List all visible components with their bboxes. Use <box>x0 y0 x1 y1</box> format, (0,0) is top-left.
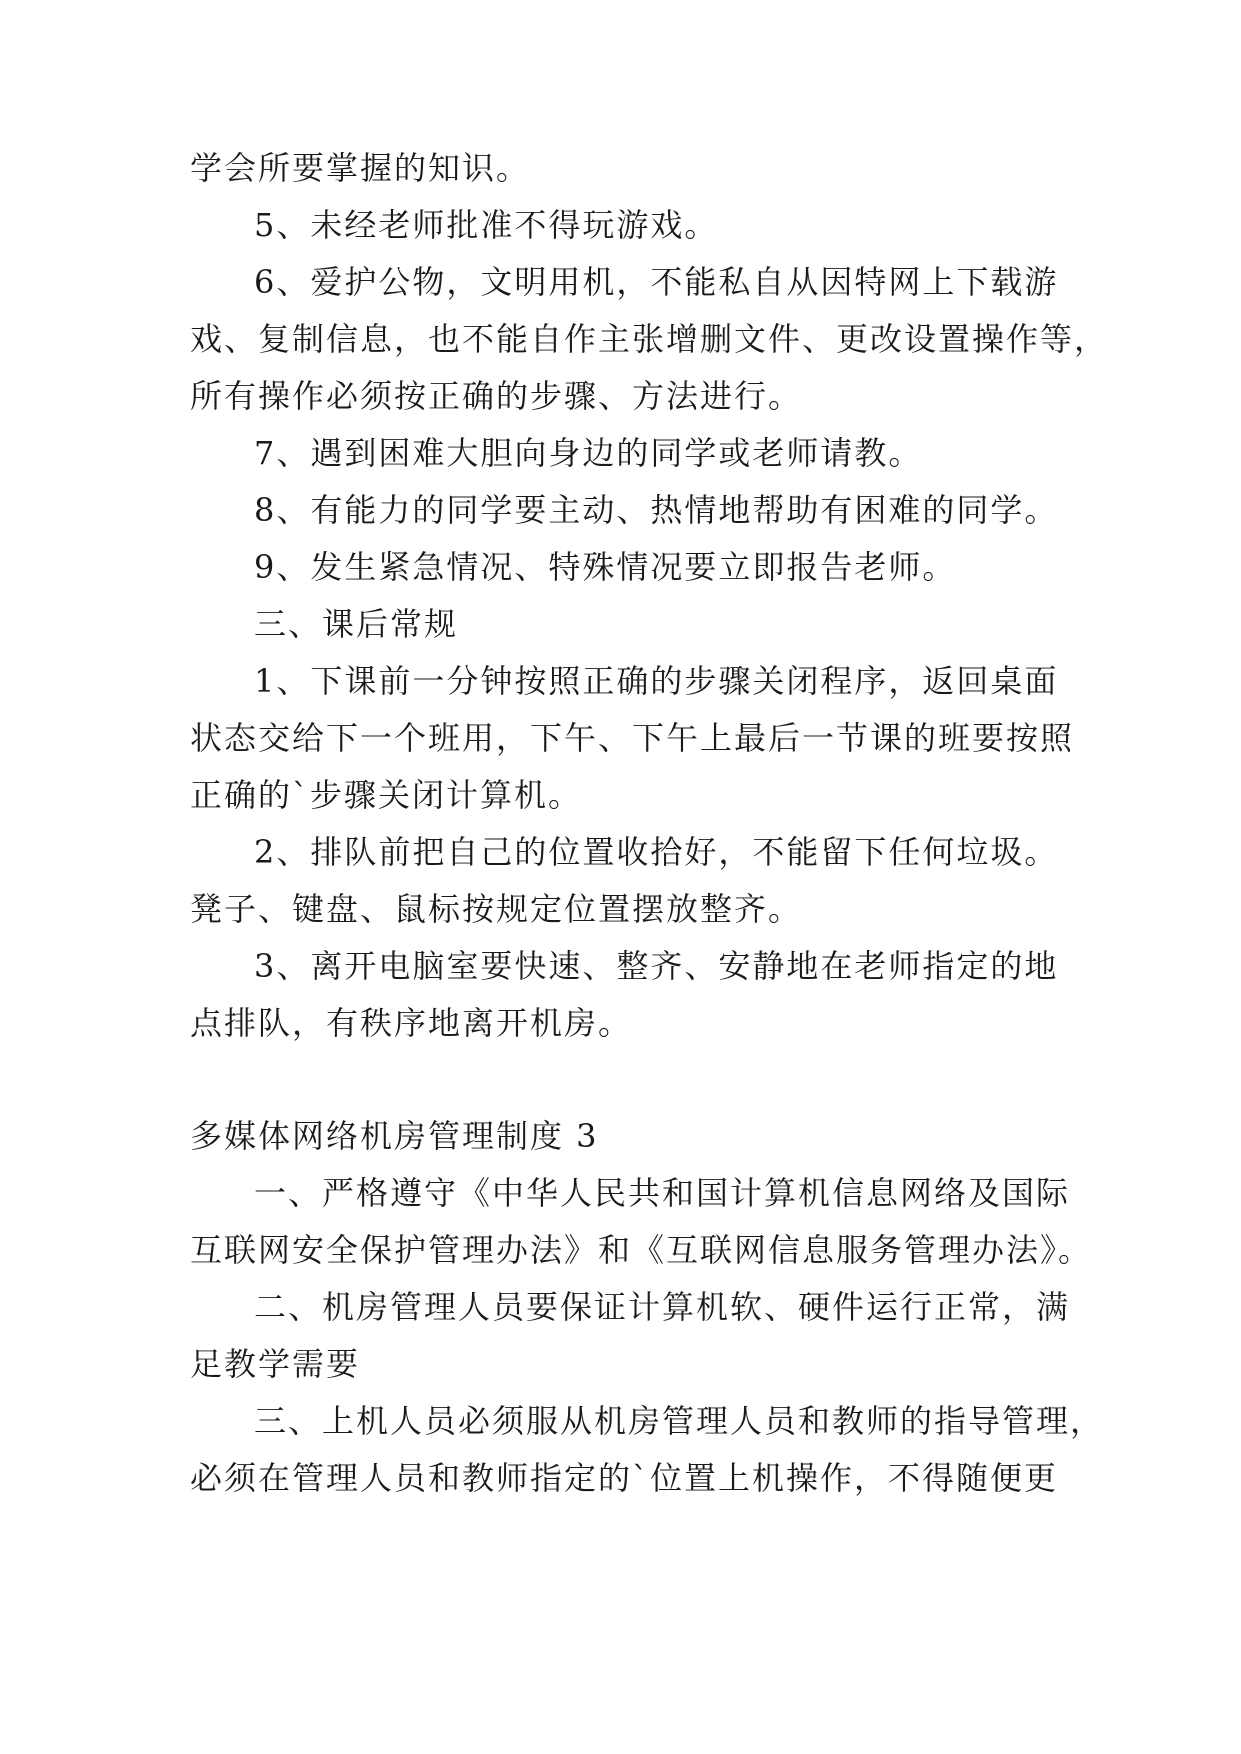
paragraph-line: 8、有能力的同学要主动、热情地帮助有困难的同学。 <box>254 491 1059 529</box>
paragraph-line: 正确的`步骤关闭计算机。 <box>190 776 583 814</box>
paragraph-line: 5、未经老师批准不得玩游戏。 <box>254 206 719 244</box>
paragraph-line: 三、上机人员必须服从机房管理人员和教师的指导管理， <box>254 1402 1105 1440</box>
paragraph-line: 互联网安全保护管理办法》和《互联网信息服务管理办法》。 <box>190 1231 1093 1269</box>
paragraph-line: 2、排队前把自己的位置收拾好，不能留下任何垃圾。 <box>254 833 1059 871</box>
paragraph-line: 9、发生紧急情况、特殊情况要立即报告老师。 <box>254 548 957 586</box>
paragraph-line: 足教学需要 <box>190 1345 361 1383</box>
paragraph-line: 1、下课前一分钟按照正确的步骤关闭程序，返回桌面 <box>254 662 1059 700</box>
paragraph-line: 必须在管理人员和教师指定的`位置上机操作，不得随便更 <box>190 1459 1059 1497</box>
paragraph-line: 戏、复制信息，也不能自作主张增删文件、更改设置操作等， <box>190 320 1109 358</box>
paragraph-line: 所有操作必须按正确的步骤、方法进行。 <box>190 377 803 415</box>
paragraph-line: 点排队，有秩序地离开机房。 <box>190 1004 633 1042</box>
paragraph-line: 7、遇到困难大胆向身边的同学或老师请教。 <box>254 434 923 472</box>
section-heading: 三、课后常规 <box>254 605 459 643</box>
document-title: 多媒体网络机房管理制度 3 <box>190 1117 599 1155</box>
paragraph-line: 学会所要掌握的知识。 <box>190 149 531 187</box>
paragraph-line: 6、爱护公物，文明用机，不能私自从因特网上下载游 <box>254 263 1059 301</box>
paragraph-line: 一、严格遵守《中华人民共和国计算机信息网络及国际 <box>254 1174 1071 1212</box>
paragraph-line: 凳子、键盘、鼠标按规定位置摆放整齐。 <box>190 890 803 928</box>
paragraph-line: 二、机房管理人员要保证计算机软、硬件运行正常，满 <box>254 1288 1071 1326</box>
paragraph-line: 3、离开电脑室要快速、整齐、安静地在老师指定的地 <box>254 947 1059 985</box>
paragraph-line: 状态交给下一个班用，下午、下午上最后一节课的班要按照 <box>190 719 1075 757</box>
